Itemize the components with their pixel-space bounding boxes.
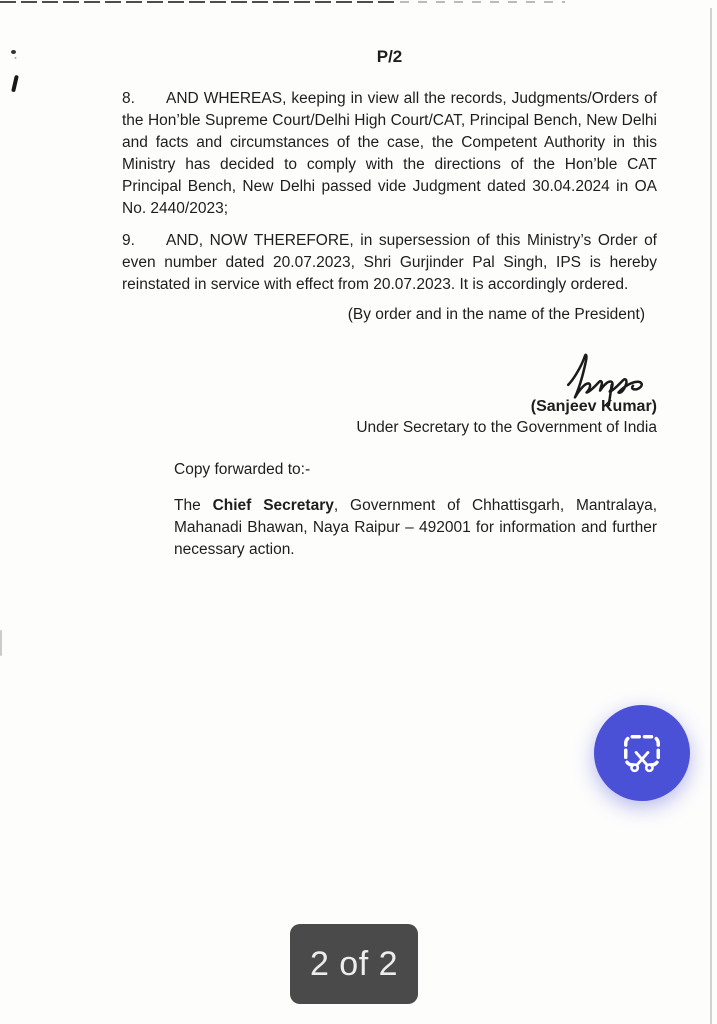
ink-dot-artifact	[11, 50, 16, 54]
paragraph-text: AND WHEREAS, keeping in view all the records, Judgments/Orders of the Hon’ble Supreme Court/Delhi High Court/CAT, Principal Bench, New Delhi and facts and circumstances of the case, the Competent Authority in this Ministry has decided to comply with the directions of the Hon’ble CAT Principal Bench, New Delhi passed vide Judgment dated 30.04.2024 in OA No. 2440/2023;	[122, 90, 657, 217]
page-edge-line	[710, 8, 712, 1024]
screenshot-snip-icon	[616, 727, 668, 779]
copy-text-prefix: The	[174, 497, 213, 514]
document-paragraph-8	[122, 88, 657, 220]
copy-text-suffix: , Government of Chhattisgarh, Mantralaya, Mahanadi Bhawan, Naya Raipur – 492001 for information and further necessary action.	[174, 497, 657, 558]
copy-recipient: Chief Secretary	[212, 497, 334, 514]
page-number-header: P/2	[376, 47, 403, 66]
document-paragraph-9	[122, 230, 657, 296]
signatory-title: Under Secretary to the Government of India	[356, 419, 657, 436]
signatory-name: (Sanjeev Kumar)	[530, 398, 657, 415]
by-order-line: (By order and in the name of the President)	[347, 306, 645, 323]
left-edge-smudge	[0, 630, 2, 656]
paragraph-number: 9.	[122, 232, 135, 249]
copy-forwarded-paragraph	[174, 495, 657, 561]
ink-stroke-artifact	[11, 75, 18, 92]
copy-forwarded-heading: Copy forwarded to:-	[174, 461, 311, 478]
page-indicator-badge: 2 of 2	[290, 924, 418, 1004]
scan-top-edge-artifact-faint	[400, 1, 565, 3]
signature-block	[122, 396, 657, 438]
paragraph-text: AND, NOW THEREFORE, in supersession of this Ministry’s Order of even number dated 20.07.2023, Shri Gurjinder Pal Singh, IPS is hereby reinstated in service with effect from 20.07.2023. It is accordingly ordered.	[122, 232, 657, 293]
document-page	[122, 46, 657, 561]
paragraph-number: 8.	[122, 90, 135, 107]
snip-screenshot-button[interactable]	[594, 705, 690, 801]
scan-top-edge-artifact	[0, 1, 398, 3]
signature-scribble	[553, 350, 653, 408]
